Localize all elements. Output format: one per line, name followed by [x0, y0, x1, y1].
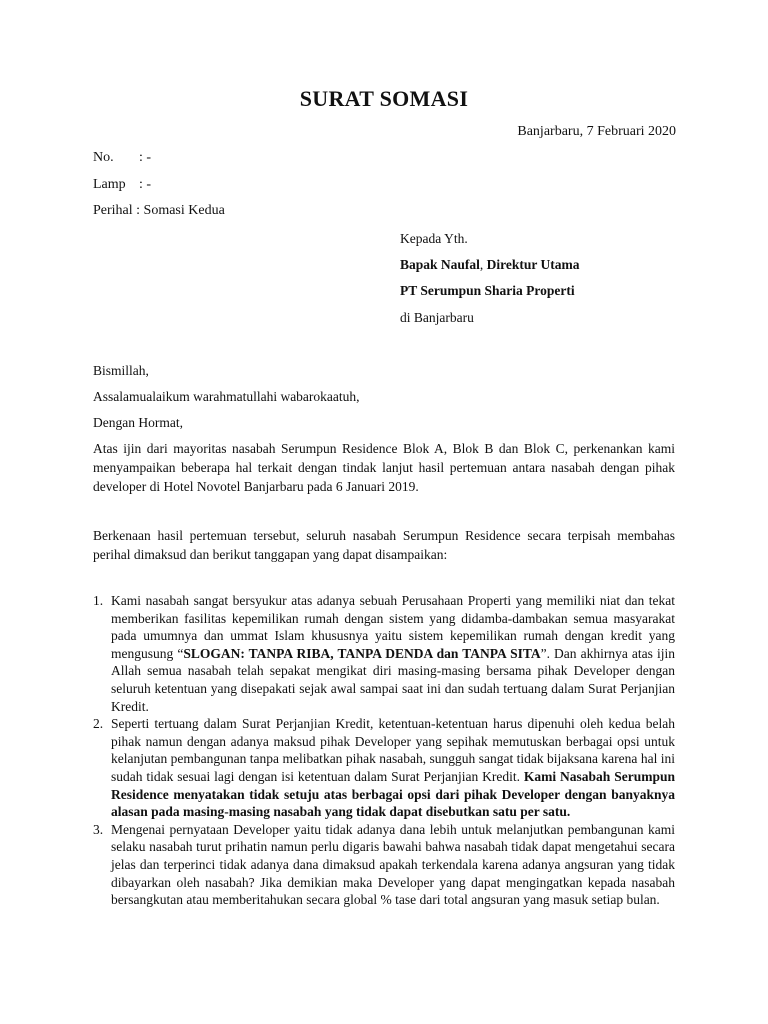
recipient-title: Direktur Utama: [486, 257, 580, 272]
meta-lamp-label: Lamp: [93, 177, 126, 192]
list-item-number: 1.: [93, 593, 104, 608]
opening-hormat: Dengan Hormat,: [93, 415, 183, 430]
list-item-text-tail: ”. Dan akhirnya atas ijin Allah semua nasabah telah sepakat mengikat diri masing-masing bersama pihak Developer dengan seluruh ketentuan yang disepakati sejak awal sampai saat ini dan sudah tertuang dalam Surat Perjanjian Kredit.: [111, 645, 675, 714]
second-paragraph: Berkenaan hasil pertemuan tersebut, seluruh nasabah Serumpun Residence secara terpisah membahas perihal dimaksud dan berikut tanggapan yang dapat disampaikan:: [93, 528, 675, 562]
list-item-text: Seperti tertuang dalam Surat Perjanjian Kredit, ketentuan-ketentuan harus dipenuhi oleh kedua belah pihak namun dengan adanya maksud pihak Developer yang sepihak memutuskan berbagai opsi untuk kelanjutan pembangunan tanpa melibatkan pihak nasabah, sungguh sangat tidak bijaksana karena hal ini sudah tidak sesuai lagi dengan isi ketentuan dalam Surat Perjanjian Kredit.: [111, 716, 675, 784]
letter-title: SURAT SOMASI: [299, 86, 469, 111]
place-date: Banjarbaru, 7 Februari 2020: [517, 124, 676, 139]
recipient-name-line: [400, 257, 580, 273]
list-item-text: Mengenai pernyataan Developer yaitu tidak adanya dana lebih untuk melanjutkan pembangunan kami selaku nasabah turut prihatin namun perlu digaris bawahi bahwa nasabah tidak dapat mengetahui secara jelas dan terperinci tidak adanya dana dimaksud apakah terkendala karena adanya angsuran yang tidak dibayarkan oleh nasabah? Jika demikian maka Developer yang dapat mengingatkan kepada nasabah bersangkutan atau memberitahukan secara global % tase dari total angsuran yang masuk setiap bulan.: [111, 821, 675, 908]
recipient-company: PT Serumpun Sharia Properti: [400, 283, 575, 298]
meta-lamp-row: [93, 177, 151, 193]
list-item: [93, 715, 675, 821]
recipient-location: di Banjarbaru: [400, 310, 474, 325]
intro-paragraph: Atas ijin dari mayoritas nasabah Serumpun Residence Blok A, Blok B dan Blok C, perkenankan kami menyampaikan beberapa hal terkait dengan tindak lanjut hasil pertemuan antara nasabah dengan pihak developer di Hotel Novotel Banjarbaru pada 6 Januari 2019.: [93, 441, 675, 494]
recipient-name-separator: ,: [479, 257, 487, 272]
meta-no-value: : -: [139, 150, 152, 165]
list-item-bold-text: SLOGAN: TANPA RIBA, TANPA DENDA dan TANPA SITA: [183, 645, 541, 661]
list-item: [93, 592, 675, 715]
recipient-greeting: Kepada Yth.: [400, 231, 468, 246]
recipient-name: Bapak Naufal: [400, 257, 480, 272]
list-item-number: 3.: [93, 821, 104, 837]
meta-perihal-label: Perihal: [93, 203, 133, 218]
meta-no-row: [93, 150, 151, 166]
meta-no-label: No.: [93, 150, 114, 165]
list-item-number: 2.: [93, 716, 104, 732]
list-item-bold-text: Kami Nasabah Serumpun Residence menyatakan tidak setuju atas berbagai opsi dari pihak Developer dengan banyaknya alasan pada masing-masing nasabah yang tidak dapat disebutkan satu per satu.: [111, 768, 675, 820]
meta-lamp-value: : -: [139, 177, 152, 192]
list-item-text: Kami nasabah sangat bersyukur atas adanya sebuah Perusahaan Properti yang memiliki niat dan tekat memberikan fasilitas kepemilikan rumah dengan sistem yang didamba-dambakan semua masyarakat pada umumnya dan ummat Islam khususnya yaitu sistem kepemilikan rumah dengan kredit yang mengusung “: [111, 593, 675, 661]
opening-bismillah: Bismillah,: [93, 363, 149, 378]
list-item: [93, 821, 675, 909]
meta-perihal-row: [93, 203, 225, 219]
points-list: [93, 592, 675, 909]
meta-perihal-value: : Somasi Kedua: [136, 203, 225, 218]
opening-salam: Assalamualaikum warahmatullahi wabarokaatuh,: [93, 389, 360, 404]
